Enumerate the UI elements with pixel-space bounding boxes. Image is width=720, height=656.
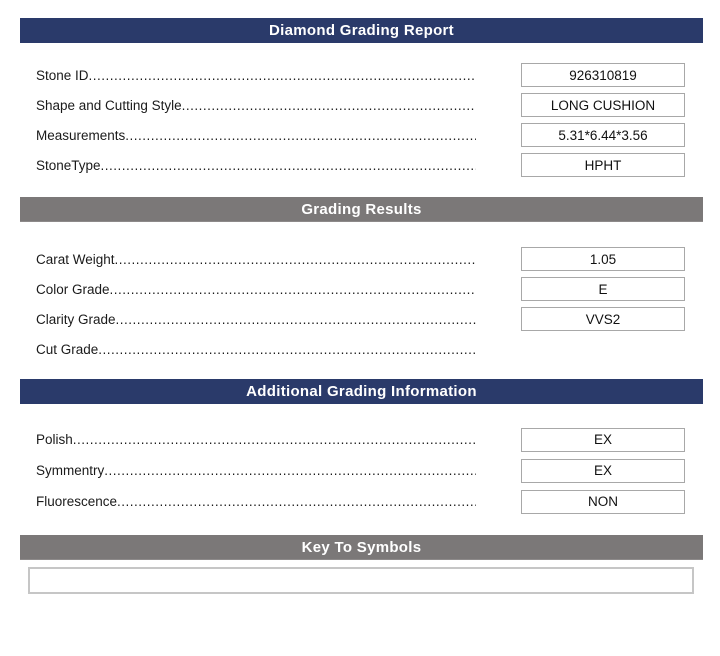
dot-leader [73,432,476,447]
field-row-polish [36,424,685,455]
field-value-box: 5.31*6.44*3.56 [521,123,685,147]
field-label: Carat Weight [36,251,115,267]
field-row-symmetry [36,455,685,486]
field-row-cut-grade [36,334,685,364]
dot-leader [101,158,476,173]
field-row-clarity-grade [36,304,685,334]
field-label: Shape and Cutting Style [36,97,182,113]
dot-leader [117,494,476,509]
section-header-grading-results [20,197,703,222]
field-label: Polish [36,432,73,447]
field-value-box: EX [521,459,685,483]
field-value-box: EX [521,428,685,452]
field-label: Fluorescence [36,494,118,509]
dot-leader [98,342,476,357]
field-value-box: HPHT [521,153,685,177]
field-value-box: E [521,277,685,301]
field-row-shape [36,90,685,120]
dot-leader [110,282,476,297]
field-label: Stone ID [36,67,89,83]
field-label: Measurements [36,127,126,143]
dot-leader [115,252,476,267]
section-rows-additional-info [36,424,685,517]
field-row-fluorescence [36,486,685,517]
section-title: Diamond Grading Report [269,22,454,39]
section-header-diamond-grading-report [20,18,703,43]
section-title: Grading Results [301,200,422,218]
field-label: Clarity Grade [36,311,116,327]
field-row-stone-id [36,60,685,90]
field-row-stone-type [36,150,685,180]
field-value-box: 1.05 [521,247,685,271]
field-value-box: VVS2 [521,307,685,331]
field-row-color-grade [36,274,685,304]
section-rows-grading-results [36,244,685,364]
section-header-additional-grading-information [20,379,703,404]
dot-leader [125,128,476,143]
section-title: Key To Symbols [301,538,422,556]
field-label: StoneType [36,157,101,173]
section-rows-identification [36,60,685,180]
field-label: Cut Grade [36,341,99,357]
field-label: Symmentry [36,463,105,478]
field-value-box: LONG CUSHION [521,93,685,117]
key-to-symbols-box [28,567,694,594]
field-value-box: NON [521,490,685,514]
dot-leader [182,98,476,113]
dot-leader [104,463,476,478]
field-row-carat-weight [36,244,685,274]
dot-leader [89,68,476,83]
dot-leader [116,312,476,327]
field-row-measurements [36,120,685,150]
field-value-box: 926310819 [521,63,685,87]
field-label: Color Grade [36,281,110,297]
section-header-key-to-symbols [20,535,703,560]
section-title: Additional Grading Information [246,383,477,400]
